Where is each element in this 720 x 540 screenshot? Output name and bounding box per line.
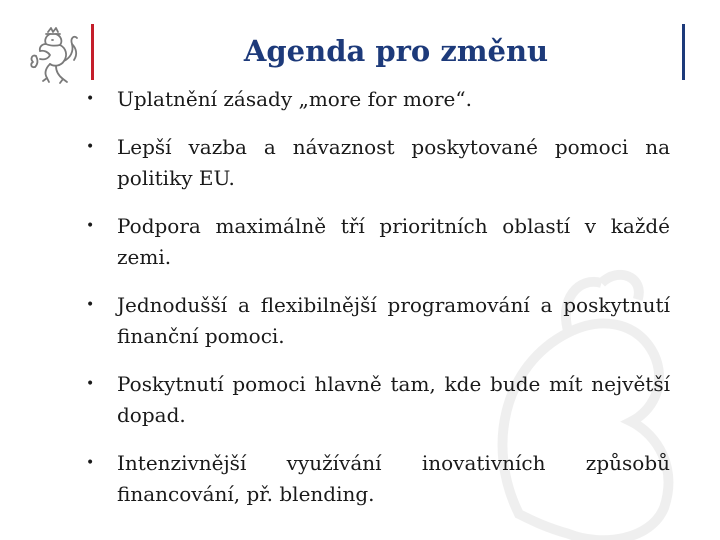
czech-lion-icon	[26, 26, 80, 86]
bullet-dot: •	[86, 139, 95, 155]
bullet-dot: •	[86, 376, 95, 392]
bullet-item	[84, 369, 670, 431]
bullet-item	[84, 132, 670, 194]
bullet-item	[84, 290, 670, 352]
bullet-text: Lepší vazba a návaznost poskytované pomoci na politiky EU.	[117, 135, 670, 190]
bullet-dot: •	[86, 297, 95, 313]
bullet-dot: •	[86, 455, 95, 471]
title-rule-left	[91, 24, 94, 80]
bullet-item	[84, 84, 670, 115]
slide-title: Agenda pro změnu	[243, 34, 549, 68]
title-rule-right	[682, 24, 685, 80]
bullet-list	[84, 84, 670, 527]
bullet-text: Poskytnutí pomoci hlavně tam, kde bude mít největší dopad.	[117, 372, 670, 427]
bullet-text: Podpora maximálně tří prioritních oblastí v každé zemi.	[117, 214, 670, 269]
bullet-text: Uplatnění zásady „more for more“.	[117, 87, 472, 111]
bullet-dot: •	[86, 218, 95, 234]
bullet-text: Intenzivnější využívání inovativních způsobů financování, př. blending.	[117, 451, 670, 506]
bullet-item	[84, 211, 670, 273]
bullet-dot: •	[86, 91, 95, 107]
bullet-item	[84, 448, 670, 510]
bullet-text: Jednodušší a flexibilnější programování a poskytnutí finanční pomoci.	[117, 293, 670, 348]
